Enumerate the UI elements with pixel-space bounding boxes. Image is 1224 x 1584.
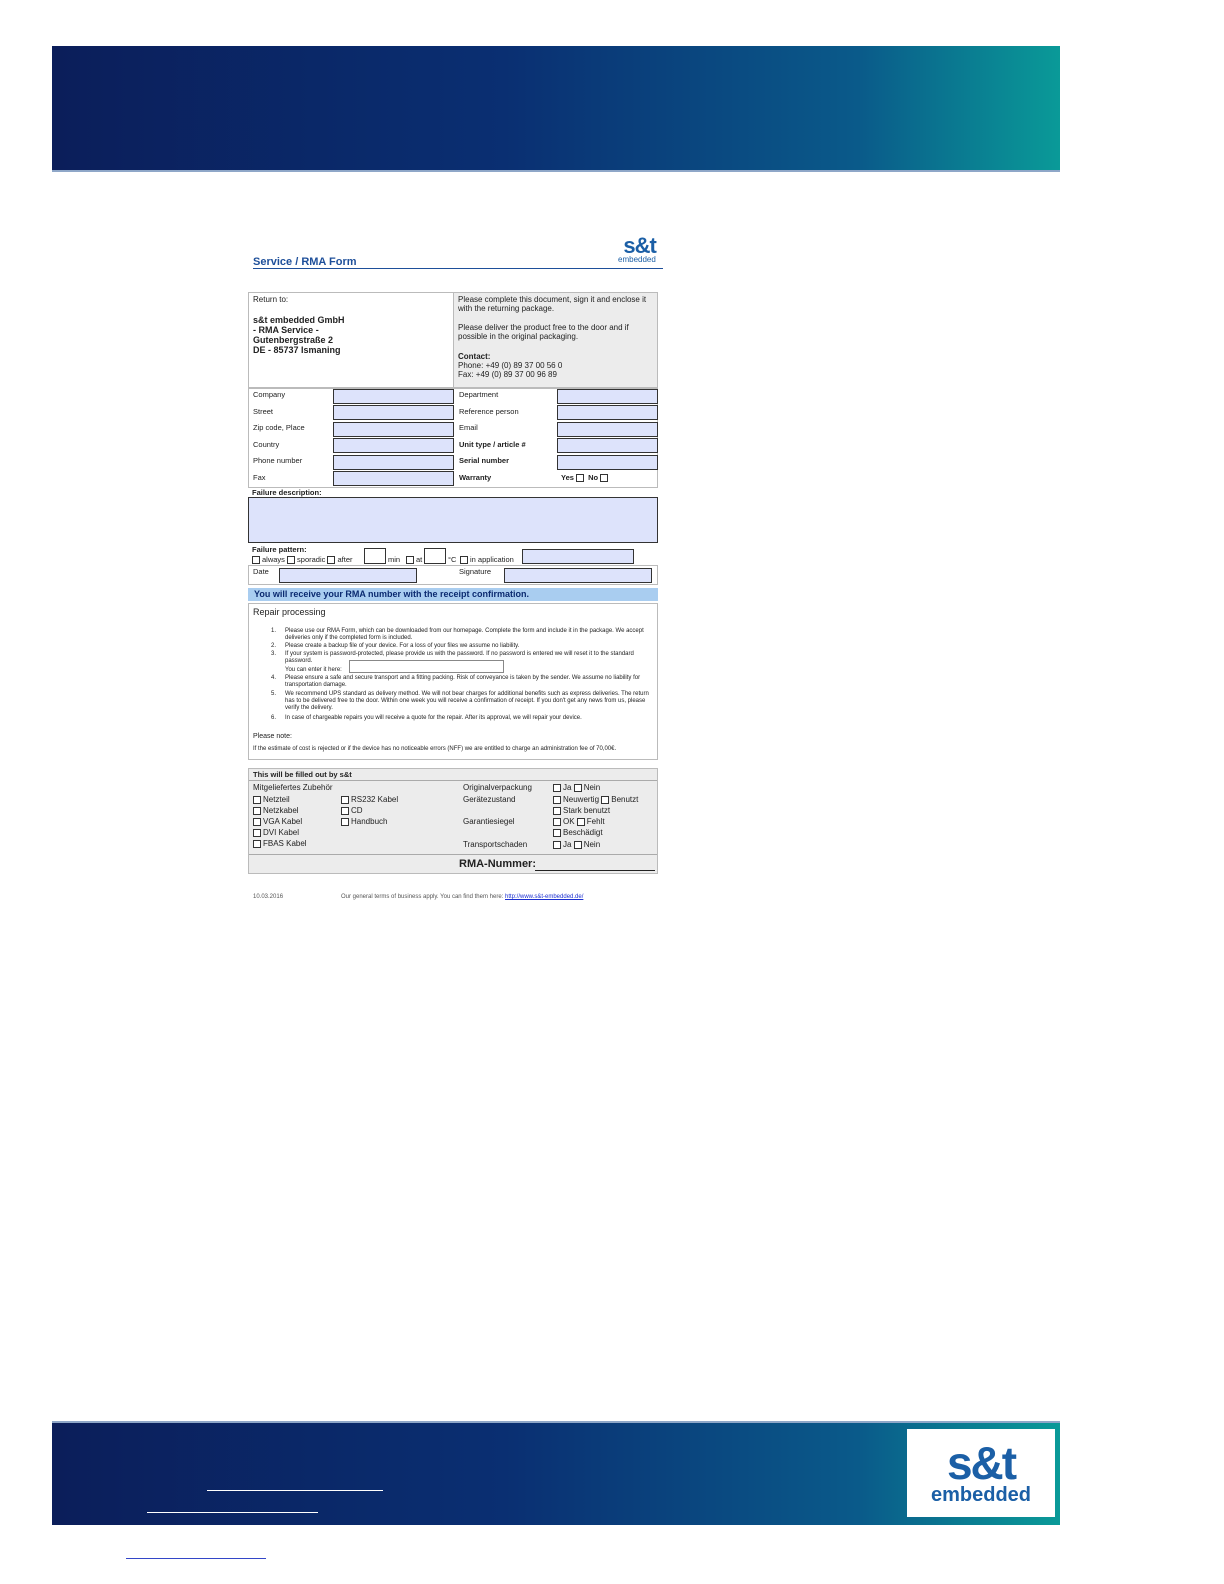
acc-checkbox[interactable] [253,796,261,804]
acc-label: Netzteil [263,795,290,804]
step-text: Please use our RMA Form, which can be downloaded from our homepage. Complete the form and include it in the package. We accept deliveries only if the completed form is included. [285,628,644,641]
warranty-yes-label: Yes [561,473,574,482]
footer-link[interactable]: http://www.s&t-embedded.de/ [505,894,584,900]
orig-nein-checkbox[interactable] [574,784,582,792]
acc-checkbox[interactable] [341,818,349,826]
celsius-label: °C [448,555,457,564]
top-banner [52,46,1060,172]
return-to-label: Return to: [253,295,289,304]
rma-notice-bar [248,588,658,601]
after-checkbox[interactable] [327,556,335,564]
acc-label: FBAS Kabel [263,839,307,848]
step-number: 2. [271,643,277,649]
at-temp-field[interactable] [424,548,446,564]
acc-netzkabel [253,806,299,815]
stark-checkbox[interactable] [553,807,561,815]
password-hint: You can enter it here: [285,667,342,673]
street-field[interactable] [333,405,454,420]
sporadic-checkbox[interactable] [287,556,295,564]
serial-label: Serial number [459,456,510,465]
unit-type-field[interactable] [557,438,658,453]
failure-pattern-row [252,555,353,564]
after-minutes-field[interactable] [364,548,386,564]
rma-notice-text: You will receive your RMA number with the receipt confirmation. [254,589,530,599]
transport-nein-checkbox[interactable] [574,841,582,849]
warranty-label: Warranty [459,473,492,482]
department-field[interactable] [557,389,658,404]
after-label: after [337,555,353,564]
signature-label: Signature [459,567,492,576]
reference-label: Reference person [459,407,519,416]
footer-terms [341,894,583,900]
instr-p2: Please deliver the product free to the door and if [458,323,629,332]
form-logo-mark: s&t [623,233,656,258]
street-label: Street [253,407,274,416]
step-text: Please ensure a safe and secure transport and a fitting packing. Risk of conveyance is taken by the sender. We assume no liability for transportation damage. [285,675,641,688]
instr-p1: Please complete this document, sign it and enclose it [458,295,647,304]
siegel-ok-label: OK [563,817,575,826]
transport-nein-label: Nein [583,840,601,849]
acc-checkbox[interactable] [253,807,261,815]
return-line-4: DE - 85737 Ismaning [253,345,341,355]
step-text: In case of chargeable repairs you will receive a quote for the repair. After its approval, we will repair your device. [285,715,582,721]
password-field[interactable] [349,660,504,673]
date-label: Date [253,567,269,576]
application-checkbox[interactable] [460,556,468,564]
step-text: Please create a backup file of your device. For a loss of your files we assume no liability. [285,643,520,649]
step-number: 1. [271,628,277,634]
company-field[interactable] [333,389,454,404]
fax-field[interactable] [333,471,454,486]
acc-netzteil [253,795,290,804]
warranty-options [561,473,610,482]
form-logo-sub: embedded [618,255,656,264]
step-number: 4. [271,675,277,681]
min-label: min [388,555,401,564]
internal-title: This will be filled out by s&t [253,770,352,779]
rma-form-page [246,232,666,912]
acc-label: CD [351,806,363,815]
bottom-link-line [126,1558,266,1559]
country-label: Country [253,440,280,449]
reference-field[interactable] [557,405,658,420]
acc-label: VGA Kabel [263,817,303,826]
stark-label: Stark benutzt [563,806,611,815]
return-to-box [248,292,454,388]
brand-logo [907,1429,1055,1517]
fax-label: Fax [253,473,266,482]
neuwertig-checkbox[interactable] [553,796,561,804]
orig-ja-label: Ja [563,783,572,792]
orig-ja-checkbox[interactable] [553,784,561,792]
acc-checkbox[interactable] [253,829,261,837]
acc-checkbox[interactable] [341,807,349,815]
benutzt-checkbox[interactable] [601,796,609,804]
always-checkbox[interactable] [252,556,260,564]
accessories-label: Mitgeliefertes Zubehör [253,783,333,792]
footer-rule-2 [147,1512,318,1513]
date-signature-row [248,565,658,585]
contact-phone: Phone: +49 (0) 89 37 00 56 0 [458,361,563,370]
phone-field[interactable] [333,455,454,470]
footer-date: 10.03.2016 [253,894,284,900]
acc-dvi [253,828,299,837]
step-number: 5. [271,691,277,697]
rma-nummer-label: RMA-Nummer: [459,858,536,870]
siegel-ok-checkbox[interactable] [553,818,561,826]
application-label: in application [470,555,514,564]
return-line-1: s&t embedded GmbH [253,315,345,325]
internal-section [248,768,658,874]
footer-rule-1 [207,1490,383,1491]
sporadic-label: sporadic [297,555,326,564]
unit-type-label: Unit type / article # [459,440,526,449]
transport-label: Transportschaden [463,840,528,849]
transport-options [553,840,600,849]
address-fields [248,388,658,488]
siegel-options [553,817,605,826]
at-label: at [416,555,423,564]
warranty-no-checkbox[interactable] [600,474,608,482]
rma-nummer-line [535,870,655,871]
instr-p2b: possible in the original packaging. [458,332,579,341]
form-title: Service / RMA Form [253,256,357,268]
email-label: Email [459,423,478,432]
footer-terms-text: Our general terms of business apply. You can find them here: [341,894,504,900]
step-number: 3. [271,651,277,657]
acc-handbuch [341,817,387,826]
failure-description-label: Failure description: [252,488,322,497]
brand-logo-mark: s&t [946,1437,1016,1489]
application-option [460,555,514,564]
warranty-yes-checkbox[interactable] [576,474,584,482]
step-text: If your system is password-protected, please provide us with the password. If no password is entered we will reset it to the standard password. [285,651,634,664]
warranty-no-label: No [588,473,599,482]
return-line-3: Gutenbergstraße 2 [253,335,334,345]
repair-title: Repair processing [253,607,326,617]
stark-option [553,806,610,815]
instr-p1b: with the returning package. [458,304,555,313]
instructions-box [453,292,658,388]
siegel-label: Garantiesiegel [463,817,515,826]
application-field[interactable] [522,549,634,564]
internal-divider [249,780,657,781]
zustand-options [553,795,638,804]
at-option [406,555,422,564]
acc-label: RS232 Kabel [351,795,399,804]
please-note-label: Please note: [253,733,292,740]
department-label: Department [459,390,499,399]
beschaedigt-label: Beschädigt [563,828,603,837]
form-logo [618,233,656,264]
acc-fbas [253,839,307,848]
acc-vga [253,817,302,826]
acc-label: DVI Kabel [263,828,300,837]
orig-pack-label: Originalverpackung [463,783,532,792]
acc-checkbox[interactable] [341,796,349,804]
return-line-2: - RMA Service - [253,325,319,335]
at-checkbox[interactable] [406,556,414,564]
siegel-fehlt-label: Fehlt [586,817,605,826]
failure-description-field[interactable] [248,497,658,543]
benutzt-label: Benutzt [611,795,639,804]
always-label: always [262,555,285,564]
date-field[interactable] [279,568,417,583]
neuwertig-label: Neuwertig [563,795,600,804]
repair-processing-box [248,603,658,760]
brand-logo-sub: embedded [930,1484,1032,1506]
orig-nein-label: Nein [583,783,601,792]
acc-cd [341,806,363,815]
rma-divider [249,854,657,855]
contact-fax: Fax: +49 (0) 89 37 00 96 89 [458,370,557,379]
signature-field[interactable] [504,568,652,583]
acc-rs232 [341,795,398,804]
transport-ja-checkbox[interactable] [553,841,561,849]
acc-checkbox[interactable] [253,818,261,826]
beschaedigt-option [553,828,603,837]
phone-label: Phone number [253,456,303,465]
zip-label: Zip code, Place [253,423,305,432]
transport-ja-label: Ja [563,840,572,849]
siegel-fehlt-checkbox[interactable] [577,818,585,826]
note-text: If the estimate of cost is rejected or if the device has no noticeable errors (NFF) we are entitled to charge an administration fee of 70,00€. [253,746,617,752]
step-text: We recommend UPS standard as delivery method. We will not bear charges for additional benefits such as express deliveries. The return has to be delivered free to the door. Within one week you will receive a confirmation of receipt. If you don't get any news from us, please verify the delivery. [285,691,649,711]
acc-label: Netzkabel [263,806,299,815]
acc-label: Handbuch [351,817,388,826]
zip-field[interactable] [333,422,454,437]
company-label: Company [253,390,286,399]
zustand-label: Gerätezustand [463,795,516,804]
beschaedigt-checkbox[interactable] [553,829,561,837]
contact-label: Contact: [458,352,491,361]
email-field[interactable] [557,422,658,437]
step-number: 6. [271,715,277,721]
acc-checkbox[interactable] [253,840,261,848]
title-rule [253,268,663,269]
serial-field[interactable] [557,455,658,470]
failure-pattern-label: Failure pattern: [252,545,307,554]
orig-pack-options [553,783,600,792]
country-field[interactable] [333,438,454,453]
